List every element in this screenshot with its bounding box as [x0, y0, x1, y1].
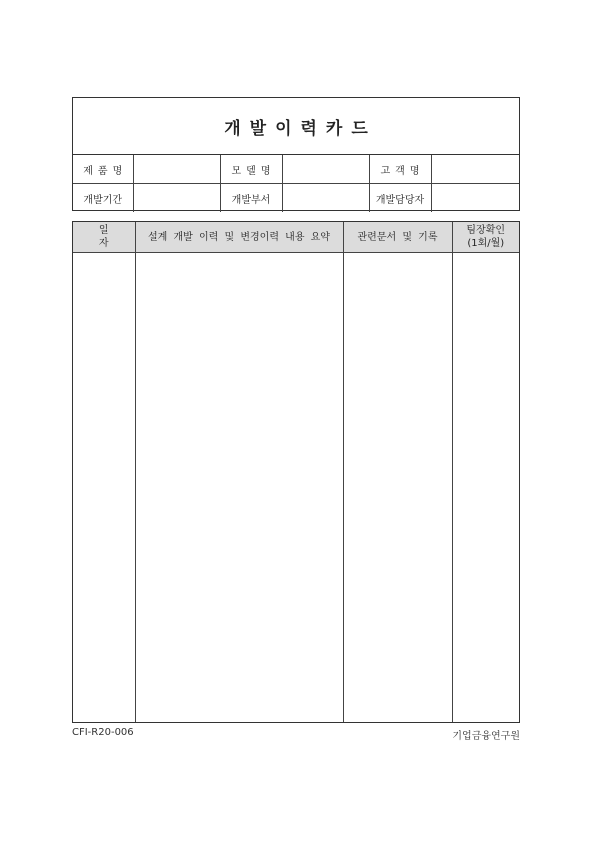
- confirm-cell[interactable]: [452, 253, 519, 723]
- header-confirm-line1: 팀장확인: [466, 225, 506, 236]
- model-label: 모델명: [220, 155, 282, 184]
- dept-label: 개발부서: [220, 184, 282, 213]
- header-docs: 관련문서 및 기록: [343, 222, 452, 253]
- model-field[interactable]: [282, 155, 369, 184]
- header-date: 일자: [73, 222, 135, 253]
- history-header-row: [73, 222, 519, 253]
- manager-label: 개발담당자: [369, 184, 431, 213]
- form-title: 개발이력카드: [224, 118, 377, 139]
- summary-cell[interactable]: [135, 253, 343, 723]
- header-confirm-line2: (1회/월): [467, 238, 505, 249]
- customer-label: 고객명: [369, 155, 431, 184]
- header-summary: 설계 개발 이력 및 변경이력 내용 요약: [135, 222, 343, 253]
- form-code: CFI-R20-006: [72, 727, 134, 738]
- manager-field[interactable]: [431, 184, 519, 213]
- history-table: [73, 222, 519, 722]
- docs-cell[interactable]: [343, 253, 452, 723]
- title-row: [73, 98, 519, 155]
- product-field[interactable]: [133, 155, 220, 184]
- dept-field[interactable]: [282, 184, 369, 213]
- form-header: [72, 97, 520, 211]
- info-table: [73, 155, 519, 212]
- history-table-box: [72, 221, 520, 723]
- info-row: [73, 184, 519, 213]
- product-label: 제품명: [73, 155, 133, 184]
- customer-field[interactable]: [431, 155, 519, 184]
- info-row: [73, 155, 519, 184]
- organization-name: 기업금융연구원: [452, 731, 520, 742]
- period-field[interactable]: [133, 184, 220, 213]
- history-body-row: [73, 253, 519, 723]
- header-confirm: [452, 222, 519, 253]
- period-label: 개발기간: [73, 184, 133, 213]
- date-cell[interactable]: [73, 253, 135, 723]
